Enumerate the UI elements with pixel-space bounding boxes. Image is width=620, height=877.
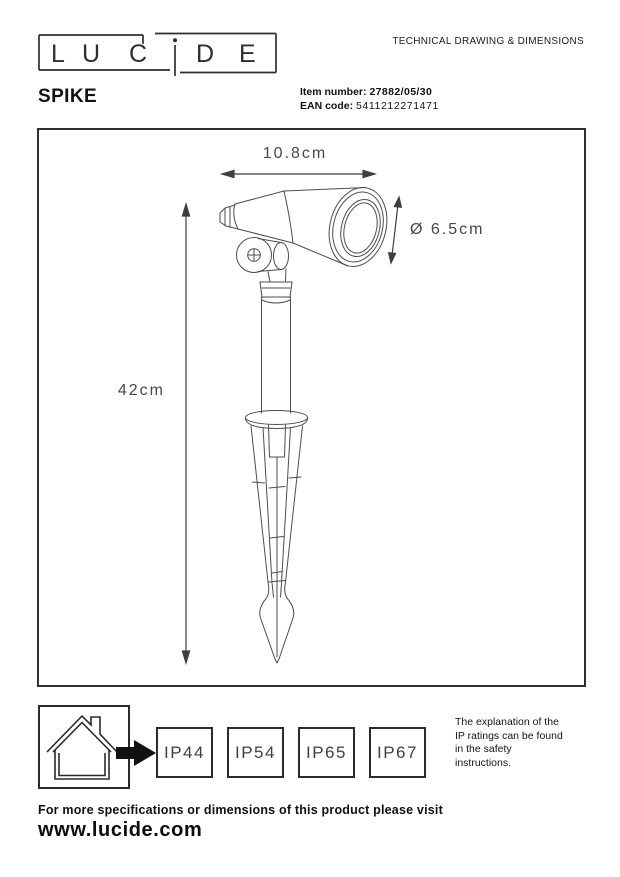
ip-ratings-note [455, 716, 590, 770]
technical-drawing-frame [37, 128, 586, 687]
ip-ratings-row [156, 727, 426, 778]
stem [262, 297, 291, 413]
lucide-logo [38, 32, 278, 78]
stem-collar [260, 269, 292, 297]
spotlight-drawing [220, 181, 395, 663]
document-title: TECHNICAL DRAWING & DIMENSIONS [392, 36, 584, 47]
product-codes [300, 85, 439, 113]
logo-letter-c: C [129, 40, 148, 68]
ip-rating-badge-ip54: IP54 [227, 727, 284, 778]
ip-rating-badge-ip44: IP44 [156, 727, 213, 778]
logo-letters [51, 40, 256, 68]
hinge-knob [237, 238, 289, 273]
ean-row [300, 99, 439, 113]
diameter-dimension-label: Ø 6.5cm [410, 221, 485, 238]
spike [251, 425, 303, 663]
logo-i-dot [173, 38, 177, 42]
height-dimension-label: 42cm [117, 382, 165, 399]
item-number-label: Item number: [300, 86, 367, 98]
cable-gland [220, 205, 238, 229]
width-dimension [222, 170, 375, 177]
footer-note: For more specifications or dimensions of this product please visit [38, 803, 443, 817]
diameter-dimension [389, 197, 402, 263]
ean-label: EAN code: [300, 100, 354, 112]
logo-letter-l: L [51, 40, 65, 68]
width-dimension-label: 10.8cm [262, 145, 328, 162]
technical-drawing [39, 130, 584, 685]
logo-letter-d: D [196, 40, 215, 68]
product-name: SPIKE [38, 86, 98, 107]
ean-value: 5411212271471 [356, 100, 439, 112]
outdoor-house-icon [38, 705, 160, 791]
item-number-value: 27882/05/30 [369, 86, 433, 98]
logo-letter-u: U [82, 40, 101, 68]
ip-note-line: instructions. [455, 756, 512, 769]
arrow-right-icon [116, 740, 156, 766]
ip-note-line: The explanation of the [455, 716, 559, 728]
website-url: www.lucide.com [38, 819, 203, 841]
flange [246, 411, 308, 429]
hinge-screw-icon [248, 249, 261, 262]
ip-rating-badge-ip65: IP65 [298, 727, 355, 778]
item-number-row [300, 85, 439, 99]
logo-letter-e: E [239, 40, 256, 68]
house-outline [47, 716, 117, 779]
height-dimension [182, 204, 189, 663]
ip-rating-badge-ip67: IP67 [369, 727, 426, 778]
ip-note-line: in the safety [455, 743, 512, 755]
ip-note-line: IP ratings can be found [455, 729, 563, 742]
